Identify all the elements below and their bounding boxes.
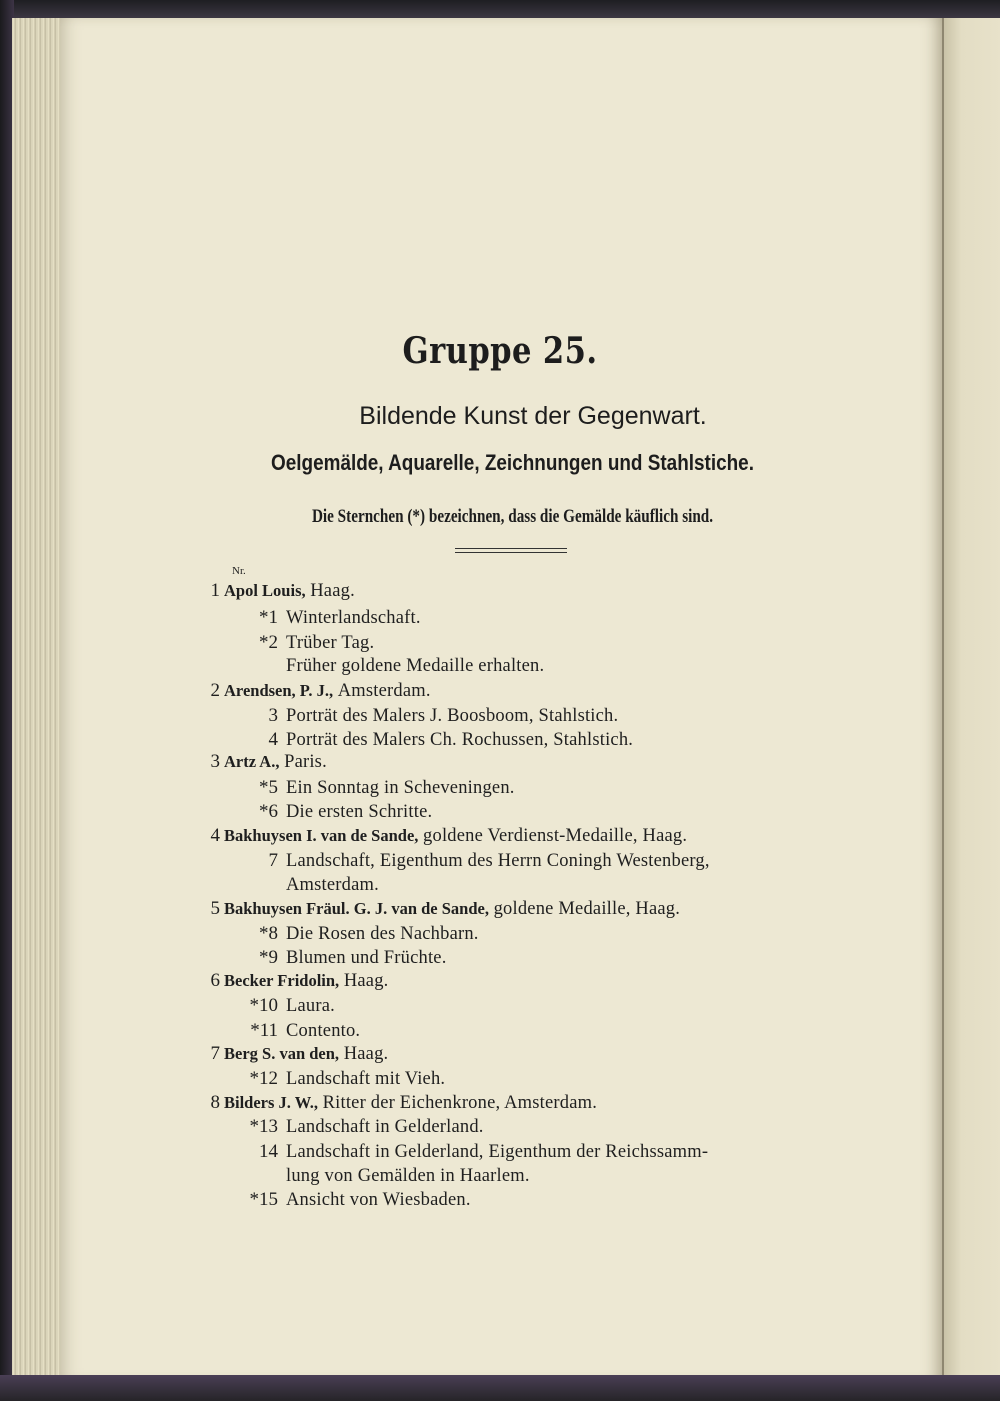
work-number: 3 (268, 705, 278, 726)
work-entry (246, 995, 335, 1017)
work-entry (246, 801, 432, 823)
entry-number: 3 (210, 751, 220, 772)
entry-number: 4 (210, 825, 220, 846)
work-number: 7 (268, 850, 278, 871)
artist-name: Berg S. van den, (224, 1044, 340, 1063)
work-entry (246, 875, 379, 896)
artist-location: Haag. (310, 581, 355, 601)
entry-number: 8 (210, 1092, 220, 1113)
work-number: *5 (259, 777, 278, 798)
artist-entry (200, 898, 680, 920)
work-title: Landschaft, Eigenthum des Herrn Coningh Westenberg, (286, 851, 710, 871)
work-number: *12 (249, 1068, 278, 1089)
work-title: Trüber Tag. (286, 633, 375, 653)
work-title: Früher goldene Medaille erhalten. (286, 656, 545, 676)
work-number: *6 (259, 801, 278, 822)
work-number: *11 (250, 1020, 278, 1041)
artist-name: Apol Louis, (224, 581, 306, 600)
artist-location: Amsterdam. (337, 681, 431, 701)
work-title: Laura. (286, 996, 335, 1016)
work-entry (246, 705, 618, 727)
work-entry (246, 1020, 360, 1042)
work-entry (246, 729, 633, 751)
work-title: Blumen und Früchte. (286, 948, 447, 968)
work-entry (246, 947, 447, 969)
artist-entry (200, 680, 431, 702)
artist-location: Ritter der Eichenkrone, Amsterdam. (322, 1093, 598, 1113)
artist-entry (200, 825, 687, 847)
work-number: 14 (259, 1141, 278, 1162)
work-entry (246, 923, 479, 945)
work-number: *8 (259, 923, 278, 944)
work-title: Winterlandschaft. (286, 608, 421, 628)
entry-number: 6 (210, 970, 220, 991)
artist-location: Haag. (343, 971, 389, 991)
artist-entry (200, 970, 388, 992)
book-cover-bottom (0, 1375, 1000, 1401)
asterisk-note: Die Sternchen (*) bezeichnen, dass die Gemälde käuflich sind. (311, 506, 714, 527)
work-entry (246, 1068, 445, 1090)
work-title: Porträt des Malers J. Boosboom, Stahlstich. (286, 706, 619, 726)
work-entry (246, 1141, 708, 1163)
entry-number: 7 (210, 1043, 220, 1064)
work-title: Ein Sonntag in Scheveningen. (286, 778, 515, 798)
work-number: *13 (249, 1116, 278, 1137)
artist-entry (200, 1043, 388, 1065)
work-entry (246, 1166, 530, 1187)
work-entry (246, 850, 710, 872)
work-title: Contento. (286, 1021, 361, 1041)
artist-location: Paris. (284, 752, 327, 772)
work-title: Porträt des Malers Ch. Rochussen, Stahlstich. (286, 730, 634, 750)
work-title: Amsterdam. (286, 875, 379, 895)
artist-location: Haag. (343, 1044, 389, 1064)
work-number: *2 (259, 632, 278, 653)
entry-number: 1 (210, 580, 220, 601)
work-number: *9 (259, 947, 278, 968)
page-title: Gruppe 25. (402, 330, 598, 372)
artist-name: Bakhuysen I. van de Sande, (224, 826, 419, 845)
work-title: Ansicht von Wiesbaden. (286, 1190, 471, 1210)
work-number: *10 (249, 995, 278, 1016)
work-entry (246, 777, 515, 799)
work-title: Die Rosen des Nachbarn. (286, 924, 479, 944)
nr-column-label: Nr. (232, 565, 246, 577)
artist-name: Bakhuysen Fräul. G. J. van de Sande, (224, 899, 489, 918)
artist-name: Bilders J. W., (224, 1093, 318, 1112)
work-entry (246, 1116, 484, 1138)
next-page-edge (942, 18, 1000, 1380)
artist-location: goldene Verdienst-Medaille, Haag. (423, 826, 688, 846)
work-entry (246, 607, 421, 629)
work-title: Landschaft in Gelderland. (286, 1117, 484, 1137)
work-number: *1 (259, 607, 278, 628)
divider-rule (455, 548, 567, 553)
artist-location: goldene Medaille, Haag. (493, 899, 681, 919)
artist-name: Arendsen, P. J., (224, 681, 334, 700)
entry-number: 5 (210, 898, 220, 919)
work-number: *15 (249, 1189, 278, 1210)
artist-name: Artz A., (224, 752, 280, 771)
page-edges (12, 18, 63, 1380)
section-subtitle: Bildende Kunst der Gegenwart. (359, 402, 707, 430)
work-title: Landschaft in Gelderland, Eigenthum der Reichssamm- (286, 1142, 709, 1162)
work-entry (246, 1189, 471, 1211)
work-number: 4 (268, 729, 278, 750)
artist-name: Becker Fridolin, (224, 971, 340, 990)
work-entry (246, 632, 374, 654)
work-title: Landschaft mit Vieh. (286, 1069, 446, 1089)
artist-entry (200, 751, 327, 773)
work-title: Die ersten Schritte. (286, 802, 433, 822)
section-subheading: Oelgemälde, Aquarelle, Zeichnungen und Stahlstiche. (271, 450, 754, 475)
work-entry (246, 656, 544, 677)
work-title: lung von Gemälden in Haarlem. (286, 1166, 530, 1186)
entry-number: 2 (210, 680, 220, 701)
artist-entry (200, 1092, 597, 1114)
artist-entry (200, 580, 355, 602)
